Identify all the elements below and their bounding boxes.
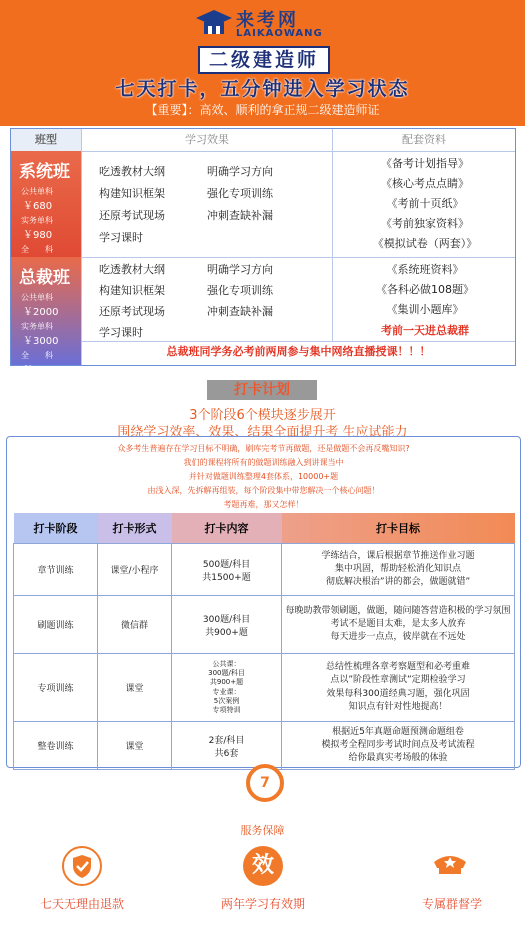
material-item: 《核心考点点睛》 [381, 177, 469, 190]
class-president [11, 257, 81, 376]
important-note: 【重要】：高效、顺利的拿正规二级建造师证 [145, 103, 380, 117]
logo [196, 6, 326, 42]
form-cell: 微信群 [98, 596, 172, 654]
phase-summary: 3个阶段6个模块逐步展开 [189, 408, 336, 423]
supervision-label: 专属群督学 [421, 897, 482, 911]
checkin-plan-title: 打卡计划 [207, 380, 317, 400]
intro-line: 并针对做题训练整理4套体系，10000+题 [188, 472, 339, 481]
effect-item: 明确学习方向 [207, 263, 273, 276]
form-cell: 课堂 [98, 654, 172, 722]
live-class-notice: 总裁班同学务必考前两周参与集中网络直播授课！！！ [166, 345, 431, 358]
checkin-table [13, 513, 515, 770]
goal-cell: 学练结合，课后根据章节推送作业习题 集中巩固，帮助轻松消化知识点 彻底解决根治”讲的都会，做题就错” [282, 544, 515, 596]
logo-text-cn: 来考网 [236, 10, 299, 31]
content-cell: 2套/科目 共6套 [172, 722, 282, 770]
table-header: 打卡形式 [98, 513, 172, 544]
material-item: 《各科必做108题》 [376, 283, 474, 296]
material-item: 《集训小题库》 [386, 303, 464, 316]
badge-seven: 7 [246, 764, 284, 802]
effect-item: 构建知识框架 [99, 187, 165, 200]
effect-item: 冲刺查缺补漏 [207, 209, 273, 222]
effect-item: 学习课时 [99, 231, 143, 244]
type-column-header: 班型 [11, 129, 81, 151]
intro-line: 考题再难，那又怎样！ [223, 500, 304, 509]
price-value: ￥980 [23, 230, 53, 241]
effect-column-header: 学习效果 [185, 133, 229, 146]
intro-line: 由浅入深，先拆解再组装，每个阶段集中带您解决一个核心问题！ [147, 486, 380, 495]
form-cell: 课堂 [98, 722, 172, 770]
stage-cell: 刷题训练 [14, 596, 98, 654]
table-header: 打卡阶段 [14, 513, 98, 544]
material-column-header: 配套资料 [402, 133, 446, 146]
effect-item: 吃透教材大纲 [99, 263, 165, 276]
effect-item: 明确学习方向 [207, 165, 273, 178]
effect-item: 还原考试现场 [99, 305, 165, 318]
price-label: 公共单科 [21, 187, 53, 196]
price-label: 全 科 [21, 351, 53, 360]
stage-cell: 整卷训练 [14, 722, 98, 770]
table-row [14, 654, 515, 722]
table-row [14, 596, 515, 654]
effect-item: 学习课时 [99, 326, 143, 339]
stage-cell: 章节训练 [14, 544, 98, 596]
table-row [14, 544, 515, 596]
price-label: 全 科 [21, 245, 53, 254]
effect-item: 强化专项训练 [207, 187, 273, 200]
class-name: 系统班 [19, 162, 70, 182]
effect-item: 冲刺查缺补漏 [207, 305, 273, 318]
intro-line: 众多考生普遍存在学习目标不明确，刷库完考节再做题，还是做题不会再反嘴知识? [117, 444, 410, 453]
goal-cell: 根据近5年真题命题预测命题组卷 模拟考全程同步考试时间点及考试流程 给你最真实考场般的体验 [282, 722, 515, 770]
page-subtitle: 七天打卡，五分钟进入学习状态 [115, 78, 410, 100]
effect-item: 还原考试现场 [99, 209, 165, 222]
validity-label: 两年学习有效期 [220, 897, 305, 911]
price-value: ￥7000 [23, 365, 59, 376]
pricing-table [10, 128, 516, 376]
material-item-highlight: 考前一天进总裁群 [381, 324, 469, 337]
content-cell: 500题/科目 共1500+题 [172, 544, 282, 596]
table-header: 打卡内容 [172, 513, 282, 544]
material-item: 《模拟试卷（两套）》 [372, 237, 478, 250]
material-item: 《考前十页纸》 [386, 197, 464, 210]
material-item: 《备考计划指导》 [381, 157, 469, 170]
price-value: ￥680 [23, 201, 53, 212]
shield-check-icon [62, 846, 102, 886]
price-value: ￥3000 [23, 336, 59, 347]
intro-line: 我们的课程将所有的做题训练融入到讲课当中 [183, 458, 344, 467]
price-label: 公共单科 [21, 293, 53, 302]
table-header: 打卡目标 [282, 513, 515, 544]
logo-text-en: LAIKAOWANG [236, 28, 323, 39]
goal-cell: 总结性梳理各章考察题型和必考重难 点以”阶段性章测试”定期检验学习 效果每科300道经典习题，强化巩固 知识点有针对性地提高！ [282, 654, 515, 722]
graduation-cap-icon [196, 8, 232, 40]
refund-label: 七天无理由退款 [39, 897, 124, 911]
page-title: 二级建造师 [198, 46, 330, 74]
material-item: 《考前独家资料》 [381, 217, 469, 230]
price-value: ￥2000 [23, 307, 59, 318]
goal-cell: 每晚助教带领刷题，做题，随问随答营造积极的学习氛围 考试不是题目太难，是太多人放弃 每天进步一点点，彼岸就在不远处 [282, 596, 515, 654]
effect-item: 强化专项训练 [207, 284, 273, 297]
service-title: 服务保障 [240, 824, 285, 837]
class-system [11, 151, 81, 257]
effect-item: 构建知识框架 [99, 284, 165, 297]
xiao-badge-icon: 效 [243, 846, 283, 886]
content-cell: 300题/科目 共900+题 [172, 596, 282, 654]
material-item: 《系统班资料》 [386, 263, 464, 276]
stage-cell: 专项训练 [14, 654, 98, 722]
table-row [14, 722, 515, 770]
header-banner [0, 0, 525, 126]
content-cell: 公共课： 300题/科目 共900+题 专业课： 5次案例 专项特训 [172, 654, 282, 722]
phase-description: 围绕学习效率、效果、结果全面提升考 生应试能力 [117, 425, 408, 440]
price-label: 实务单科 [21, 216, 53, 225]
form-cell: 课堂/小程序 [98, 544, 172, 596]
price-label: 实务单科 [21, 322, 53, 331]
effect-item: 吃透教材大纲 [99, 165, 165, 178]
class-name: 总裁班 [19, 268, 70, 288]
police-cap-icon [430, 846, 470, 886]
checkin-plan-box [6, 436, 521, 768]
